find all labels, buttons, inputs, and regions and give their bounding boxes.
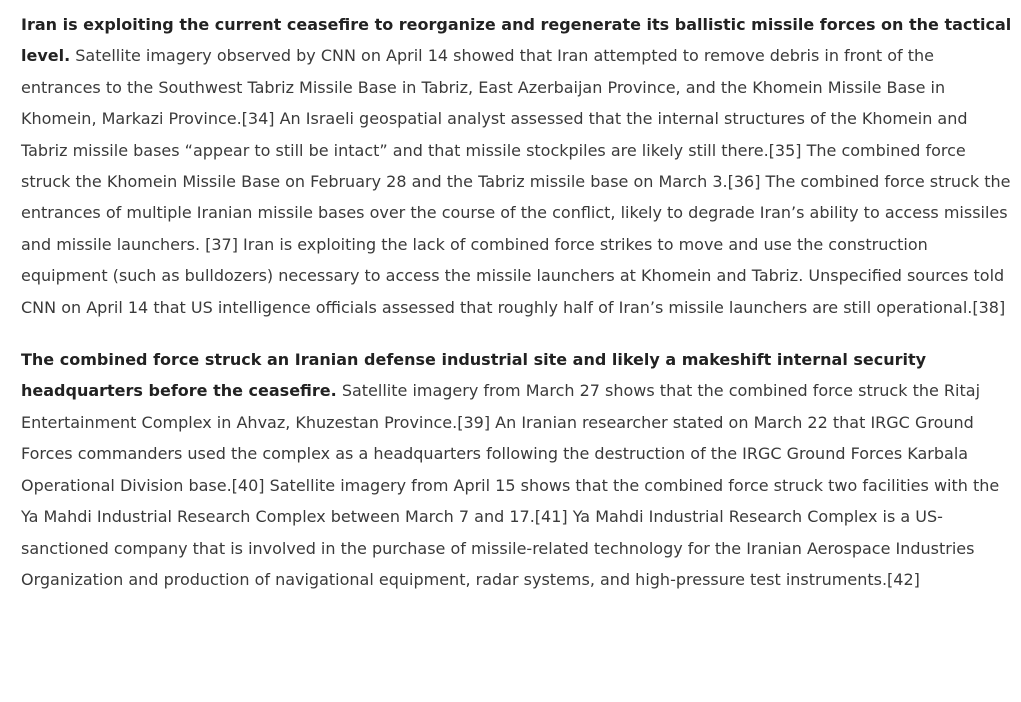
paragraph-text: Satellite imagery observed by CNN on April 14 showed that Iran attempted to remove debris in front of the entrances to the Southwest Tabriz Missile Base in Tabriz, East Azerbaijan Province, and the Khomein Missile Base in Khomein, Markazi Province.[34] An Israeli geospatial analyst assessed that the internal structures of the Khomein and Tabriz missile bases “appear to still be intact” and that missile stockpiles are likely still there.[35] The combined force struck the Khomein Missile Base on February 28 and the Tabriz missile base on March 3.[36] The combined force struck the entrances of multiple Iranian missile bases over the course of the conflict, likely to degrade Iran’s ability to access missiles and missile launchers. [37] Iran is exploiting the lack of combined force strikes to move and use the construction equipment (such as bulldozers) necessary to access the missile launchers at Khomein and Tabriz. Unspecified sources told CNN on April 14 that US intelligence officials assessed that roughly half of Iran’s missile launchers are still operational.[38]	[21, 46, 1011, 317]
article-body	[21, 9, 1016, 595]
paragraph-defense-industrial-strike	[21, 344, 1016, 595]
paragraph-missile-regeneration	[21, 9, 1016, 323]
paragraph-text: Satellite imagery from March 27 shows that the combined force struck the Ritaj Entertainment Complex in Ahvaz, Khuzestan Province.[39] An Iranian researcher stated on March 22 that IRGC Ground Forces commanders used the complex as a headquarters following the destruction of the IRGC Ground Forces Karbala Operational Division base.[40] Satellite imagery from April 15 shows that the combined force struck two facilities with the Ya Mahdi Industrial Research Complex between March 7 and 17.[41] Ya Mahdi Industrial Research Complex is a US-sanctioned company that is involved in the purchase of missile-related technology for the Iranian Aerospace Industries Organization and production of navigational equipment, radar systems, and high-pressure test instruments.[42]	[21, 381, 1000, 589]
paragraph-lead: The combined force struck an Iranian defense industrial site and likely a makeshift internal security headquarters before the ceasefire.	[21, 350, 927, 401]
paragraph-lead: Iran is exploiting the current ceasefire to reorganize and regenerate its ballistic missile forces on the tactical level.	[21, 15, 1012, 66]
